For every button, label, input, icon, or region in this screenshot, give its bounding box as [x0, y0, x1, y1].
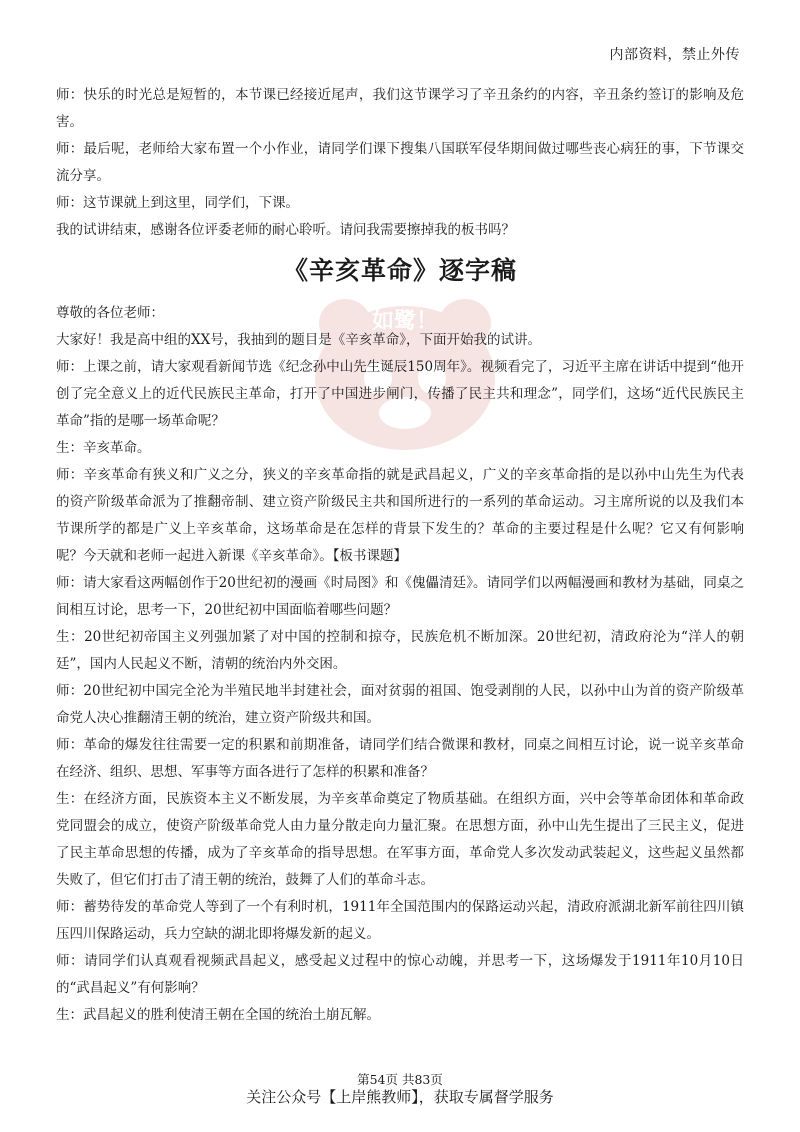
- paragraph: 师：20世纪初中国完全沦为半殖民地半封建社会，面对贫弱的祖国、饱受剥削的人民，以孙中山为首的资产阶级革命党人决心推翻清王朝的统治，建立资产阶级共和国。: [56, 683, 744, 726]
- paragraph: 生：武昌起义的胜利使清王朝在全国的统治土崩瓦解。: [56, 1007, 380, 1023]
- paragraph: 师：请同学们认真观看视频武昌起义，感受起义过程中的惊心动魄，并思考一下，这场爆发于1911年10月10日的“武昌起义”有何影响？: [56, 953, 744, 996]
- paragraph: 生：在经济方面，民族资本主义不断发展，为辛亥革命奠定了物质基础。在组织方面，兴中会等革命团体和革命政党同盟会的成立，使资产阶级革命党人由力量分散走向力量汇聚。在思想方面，孙中山先生提出了三民主义，促进了民主革命思想的传播，成为了辛亥革命的指导思想。在军事方面，革命党人多次发动武装起义，这些起义虽然都失败了，但它们打击了清王朝的统治，鼓舞了人们的革命斗志。: [56, 791, 744, 888]
- section-title: 《辛亥革命》逐字稿: [282, 256, 517, 285]
- paragraph: 我的试讲结束，感谢各位评委老师的耐心聆听。请问我需要擦掉我的板书吗？: [56, 222, 515, 238]
- paragraph: 师：上课之前，请大家观看新闻节选《纪念孙中山先生诞辰150周年》。视频看完了，习近平主席在讲话中提到“他开创了完全意义上的近代民族民主革命，打开了中国进步闸门，传播了民主共和理念”，同学们，这场“近代民族民主革命”指的是哪一场革命呢？: [56, 359, 744, 429]
- header-note: 内部资料，禁止外传: [609, 47, 740, 63]
- lesson-transcript: [56, 300, 744, 1029]
- paragraph: 师：最后呢，老师给大家布置一个小作业，请同学们课下搜集八国联军侵华期间做过哪些丧心病狂的事，下节课交流分享。: [56, 141, 744, 184]
- page-number: 第54页 共83页: [357, 1072, 443, 1087]
- paragraph: 大家好！我是高中组的XX号，我抽到的题目是《辛亥革命》，下面开始我的试讲。: [56, 332, 541, 348]
- paragraph: 师：快乐的时光总是短暂的，本节课已经接近尾声，我们这节课学习了辛丑条约的内容，辛丑条约签订的影响及危害。: [56, 87, 744, 130]
- watermark-text: 如鹭！: [371, 309, 439, 334]
- paragraph: 生：20世纪初帝国主义列强加紧了对中国的控制和掠夺，民族危机不断加深。20世纪初，清政府沦为“洋人的朝廷”，国内人民起义不断，清朝的统治内外交困。: [56, 629, 744, 672]
- document-content: [56, 82, 744, 1029]
- paragraph: 师：辛亥革命有狭义和广义之分，狭义的辛亥革命指的就是武昌起义，广义的辛亥革命指的是以孙中山先生为代表的资产阶级革命派为了推翻帝制、建立资产阶级民主共和国所进行的一系列的革命运动。习主席所说的以及我们本节课所学的都是广义上辛亥革命，这场革命是在怎样的背景下发生的？革命的主要过程是什么呢？它又有何影响呢？今天就和老师一起进入新课《辛亥革命》。【板书课题】: [56, 467, 744, 564]
- footer-promo: 关注公众号【上岸熊教师】，获取专属督学服务: [246, 1088, 554, 1106]
- paragraph: 师：这节课就上到这里，同学们，下课。: [56, 195, 299, 211]
- paragraph: 师：请大家看这两幅创作于20世纪初的漫画《时局图》和《傀儡清廷》。请同学们以两幅漫画和教材为基础，同桌之间相互讨论，思考一下，20世纪初中国面临着哪些问题？: [56, 575, 744, 618]
- previous-lesson-ending: [56, 82, 744, 244]
- paragraph: 师：蓄势待发的革命党人等到了一个有利时机，1911年全国范围内的保路运动兴起，清政府派湖北新军前往四川镇压四川保路运动，兵力空缺的湖北即将爆发新的起义。: [56, 899, 744, 942]
- paragraph: 尊敬的各位老师：: [56, 305, 164, 321]
- paragraph: 生：辛亥革命。: [56, 440, 151, 456]
- paragraph: 师：革命的爆发往往需要一定的积累和前期准备，请同学们结合微课和教材，同桌之间相互讨论，说一说辛亥革命在经济、组织、思想、军事等方面各进行了怎样的积累和准备？: [56, 737, 744, 780]
